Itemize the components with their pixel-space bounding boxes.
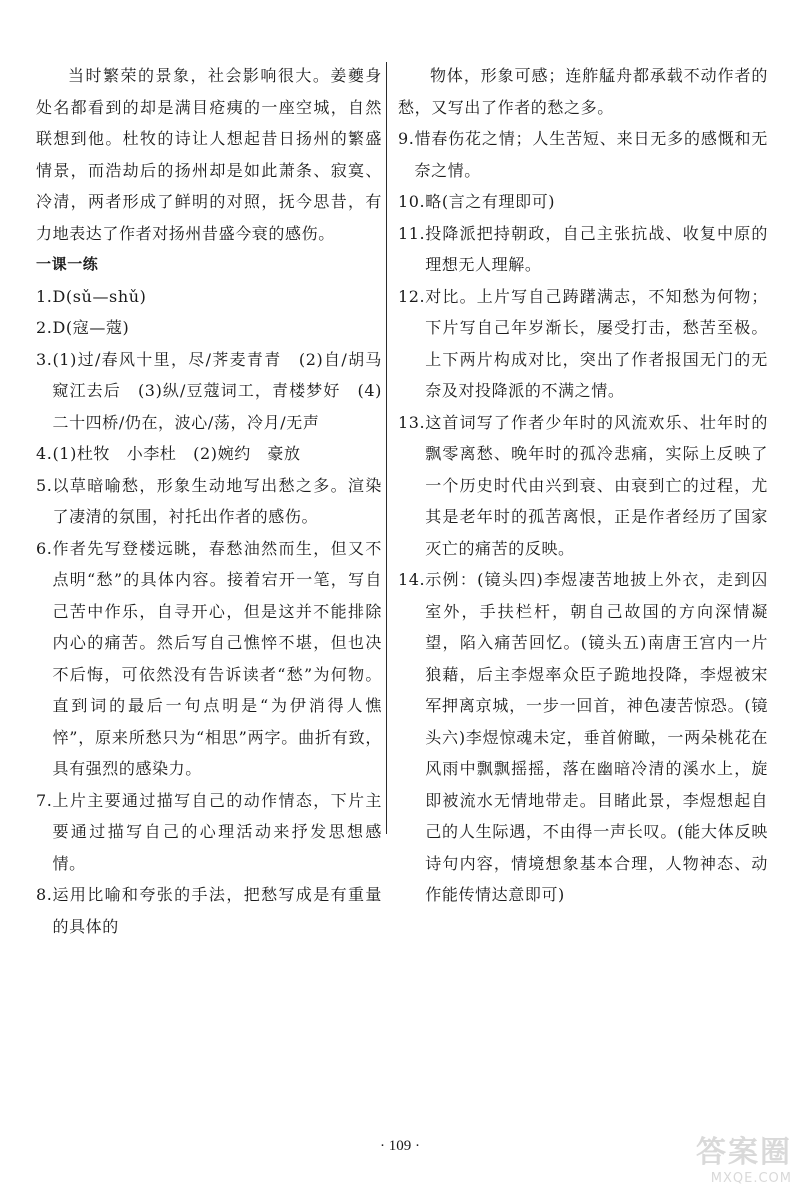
- answer-number: 12.: [398, 286, 426, 306]
- answer-item: [36, 879, 382, 942]
- right-column: [398, 60, 768, 911]
- answer-text: 运用比喻和夸张的手法，把愁写成是有重量的具体的: [52, 885, 382, 936]
- answer-number: 1.: [36, 286, 53, 306]
- section-heading: 一课一练: [36, 255, 99, 273]
- answer-item: [36, 533, 382, 785]
- answer-number: 8.: [36, 885, 53, 904]
- answer-number: 13.: [398, 412, 426, 432]
- answer-text: 上片主要通过描写自己的动作情态，下片主要通过描写自己的心理活动来抒发思想感情。: [52, 790, 382, 873]
- answer-text: 以草暗喻愁，形象生动地写出愁之多。渲染了凄清的氛围，衬托出作者的感伤。: [52, 475, 382, 526]
- watermark-logo: [672, 1136, 792, 1194]
- answer-item: [36, 438, 382, 470]
- answer-text: 示例：(镜头四)李煜凄苦地披上外衣，走到囚室外，手扶栏杆，朝自己故国的方向深情凝望，陷入痛苦回忆。(镜头五)南唐王宫内一片狼藉，后主李煜率众臣子跪地投降，李煜被宋军押离京城，一步一回首，神色凄苦惊恐。(镜头六)李煜惊魂未定，垂首俯瞰，一两朵桃花在风雨中飘飘摇摇，落在幽暗冷清的溪水上，旋即被流水无情地带走。目睹此景，李煜想起自己的人生际遇，不由得一声长叹。(能大体反映诗句内容，情境想象基本合理，人物神态、动作能传情达意即可): [425, 570, 768, 904]
- answer-item: [398, 281, 768, 407]
- watermark-text: 答案圈: [696, 1135, 792, 1170]
- answer-item: [398, 218, 768, 281]
- answer-item: [398, 186, 768, 218]
- answer-text: 作者先写登楼远眺，春愁油然而生，但又不点明“愁”的具体内容。接着宕开一笔，写自己苦中作乐，自寻开心，但是这并不能排除内心的痛苦。然后写自己憔悴不堪，但也决不后悔，可依然没有告诉读者“愁”为何物。直到词的最后一句点明是“为伊消得人憔悴”，原来所愁只为“相思”两字。曲折有致，具有强烈的感染力。: [52, 538, 382, 778]
- answer-number: 7.: [36, 790, 53, 810]
- answer-item: [36, 281, 382, 313]
- page-number: · 109 ·: [380, 1138, 420, 1154]
- watermark-url: MXQE.COM: [710, 1171, 792, 1186]
- left-intro-paragraph: 当时繁荣的景象，社会影响很大。姜夔身处名都看到的却是满目疮痍的一座空城，自然联想到他。杜牧的诗让人想起昔日扬州的繁盛情景，而浩劫后的扬州却是如此萧条、寂寞、冷清，两者形成了鲜明的对照，抚今思昔，有力地表达了作者对扬州昔盛今衰的感伤。: [36, 66, 382, 243]
- answer-text: D(寇—蔻): [52, 318, 130, 337]
- answer-item: [398, 407, 768, 565]
- answer-text: D(sǔ—shǔ): [52, 286, 147, 306]
- answer-text: 投降派把持朝政，自己主张抗战、收复中原的理想无人理解。: [425, 223, 768, 274]
- answer-number: 2.: [36, 318, 53, 337]
- answer-item: [36, 344, 382, 439]
- answer-item: [36, 312, 382, 344]
- right-continuation-paragraph: 物体，形象可感；连舴艋舟都承载不动作者的愁，又写出了作者的愁之多。: [398, 66, 768, 117]
- column-divider: [386, 62, 387, 834]
- answer-number: 14.: [398, 570, 426, 589]
- answer-text: (1)杜牧 小李杜 (2)婉约 豪放: [52, 444, 301, 463]
- answer-number: 4.: [36, 444, 53, 463]
- answer-text: 惜春伤花之情；人生苦短、来日无多的感慨和无奈之情。: [414, 129, 768, 180]
- answer-number: 9.: [398, 129, 415, 148]
- answer-number: 3.: [36, 349, 53, 369]
- left-column: [36, 60, 382, 942]
- answer-text: (1)过/春风十里，尽/荠麦青青 (2)自/胡马窥江去后 (3)纵/豆蔻词工，青楼梦好 (4)二十四桥/仍在，波心/荡，冷月/无声: [52, 349, 382, 432]
- answer-number: 10.: [398, 192, 426, 211]
- answer-item: [398, 564, 768, 911]
- answer-text: 略(言之有理即可): [425, 192, 556, 211]
- answer-item: [398, 123, 768, 186]
- answer-item: [36, 470, 382, 533]
- answer-text: 对比。上片写自己踌躇满志，不知愁为何物；下片写自己年岁渐长，屡受打击，愁苦至极。上下两片构成对比，突出了作者报国无门的无奈及对投降派的不满之情。: [425, 286, 768, 400]
- answer-text: 这首词写了作者少年时的风流欢乐、壮年时的飘零离愁、晚年时的孤冷悲痛，实际上反映了一个历史时代由兴到衰、由衰到亡的过程，尤其是老年时的孤苦离恨，正是作者经历了国家灭亡的痛苦的反映。: [425, 412, 768, 558]
- answer-item: [36, 785, 382, 880]
- answer-number: 6.: [36, 538, 53, 558]
- answer-number: 11.: [398, 223, 426, 243]
- answer-number: 5.: [36, 475, 53, 495]
